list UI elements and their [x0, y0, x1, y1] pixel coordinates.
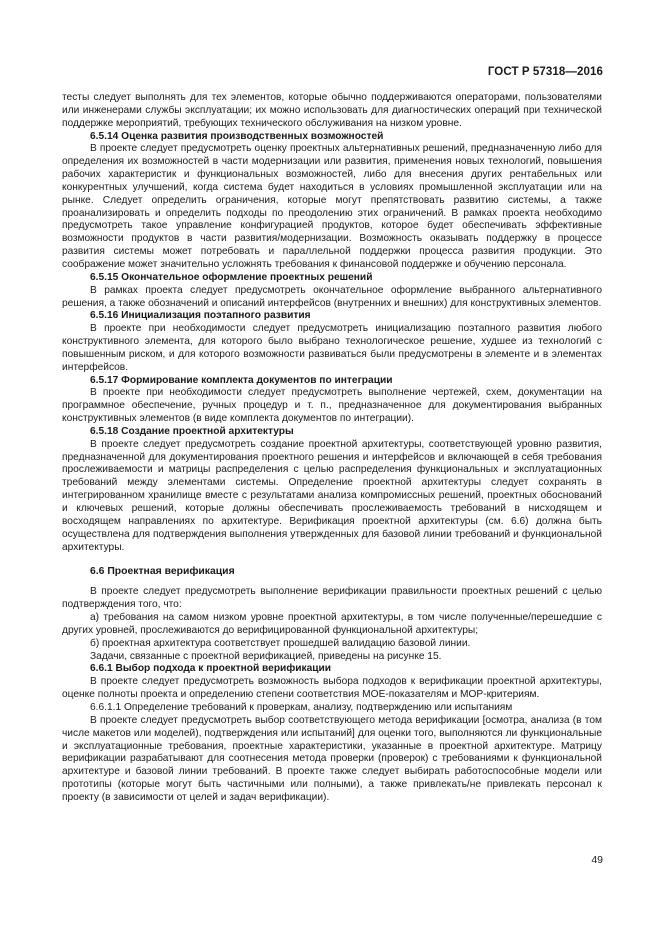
document-code-header: ГОСТ Р 57318—2016	[487, 66, 603, 78]
paragraph-6-6-1-1: В проекте следует предусмотреть выбор соответствующего метода верификации [осмотра, анализа (в том числе макетов или моделей), подтверждения или испытаний] для оценки того, выполняются ли функциональные и эксплуатационные требования, проектные характеристики, указанные в проектной архитектуре. Матрицу верификации разрабатывают для соотнесения метода проверки (проверок) с требованиями к функциональной архитектуре и базовой линии требований. В проекте также следует выбирать работоспособные модели или прототипы (которые могут быть частичными или полными), а также привлекать/не привлекать персонал к проекту (в зависимости от целей и задач верификации).	[62, 714, 602, 803]
paragraph-6-5-15: В рамках проекта следует предусмотреть окончательное оформление выбранного альтернативного решения, а также обозначений и описаний интерфейсов (внутренних и внешних) для конструктивных элементов.	[62, 284, 602, 309]
section-heading-6-5-16: 6.5.16 Инициализация поэтапного развития	[90, 310, 311, 322]
paragraph-6-6-intro: В проекте следует предусмотреть выполнение верификации правильности проектных решений с целью подтверждения того, что:	[62, 586, 602, 611]
paragraph-6-6-1: В проекте следует предусмотреть возможность выбора подходов к верификации проектной архитектуры, оценке полноты проекта и определению степени соответствия МОЕ-показателям и МОР-критериям.	[62, 676, 602, 701]
paragraph-continuation: тесты следует выполнять для тех элементов, которые обычно поддерживаются операторами, пользователями или инженерами службы эксплуатации; их можно использовать для диагностических операций при технической поддержке мероприятий, требующих технического обслуживания на низком уровне.	[62, 92, 602, 129]
paragraph-6-5-14: В проекте следует предусмотреть оценку проектных альтернативных решений, предназначенную либо для определения их возможностей в части модернизации или развития, применения новых технологий, повышения рабочих характеристик и функциональных возможностей, либо для внесения других рентабельных или конкурентных улучшений, когда система будет находиться в условиях промышленной эксплуатации или на рынке. Следует определить ограничения, которые могут препятствовать развитию системы, а также проанализировать и определить подходы по преодолению этих ограничений. В рамках проекта необходимо предусмотреть такое управление конфигурацией продуктов, которое будет обеспечивать эффективные возможности продуктов в части развития/модернизации. Возможность оказывать поддержку в процессе развития системы может потребовать и параллельной поддержки процесса развития продукции. Это соображение может значительно усложнять требования к финансовой поддержке и обучению персонала.	[62, 143, 602, 270]
page-number: 49	[591, 854, 603, 866]
section-heading-6-5-18: 6.5.18 Создание проектной архитектуры	[90, 425, 294, 437]
paragraph-6-5-18: В проекте следует предусмотреть создание проектной архитектуры, соответствующей уровню развития, предназначенной для документирования проектного решения и интерфейсов и включающей в себя требования прослеживаемости и матрицы распределения с целью распределения функциональных и эксплуатационных требований между элементами системы. Определение проектной архитектуры следует сохранять в интегрированном хранилище вместе с результатами анализа компромиссных решений, проектных обоснований и ключевых решений, которые должны обеспечивать прослеживаемость требований в нисходящем и восходящем направлениях по архитектуре. Верификация проектной архитектуры (см. 6.6) должна быть осуществлена для подтверждения выполнения утвержденных для базовой линии требований и функциональной архитектуры.	[62, 438, 602, 553]
section-heading-6-6: 6.6 Проектная верификация	[90, 566, 235, 578]
subsection-title-6-6-1-1: 6.6.1.1 Определение требований к проверкам, анализу, подтверждению или испытаниям	[90, 701, 513, 713]
list-item-b: б) проектная архитектура соответствует прошедшей валидацию базовой линии.	[90, 637, 471, 649]
section-heading-6-5-14: 6.5.14 Оценка развития производственных возможностей	[90, 130, 384, 142]
paragraph-tasks-reference: Задачи, связанные с проектной верификацией, приведены на рисунке 15.	[90, 650, 442, 662]
section-heading-6-5-15: 6.5.15 Окончательное оформление проектных решений	[90, 271, 373, 283]
paragraph-6-5-16: В проекте при необходимости следует предусмотреть инициализацию поэтапного развития любого конструктивного элемента, для которого было выбрано технологическое решение, худшее из технологий с повышенным риском, и для которого возможности развиваться были предусмотрены в элементе и в элементах интерфейсов.	[62, 323, 602, 373]
paragraph-6-5-17: В проекте при необходимости следует предусмотреть выполнение чертежей, схем, документации на программное обеспечение, ручных процедур и т. п., предназначенное для документирования выбранных конструктивных элементов (в виде комплекта документов по интеграции).	[62, 387, 602, 425]
document-body	[62, 92, 602, 805]
section-heading-6-6-1: 6.6.1 Выбор подхода к проектной верификации	[90, 663, 332, 675]
list-item-a: а) требования на самом низком уровне проектной архитектуры, в том числе полученные/перешедшие с других уровней, прослеживаются до верифицированной функциональной архитектуры;	[62, 612, 602, 636]
section-heading-6-5-17: 6.5.17 Формирование комплекта документов по интеграции	[90, 374, 393, 386]
